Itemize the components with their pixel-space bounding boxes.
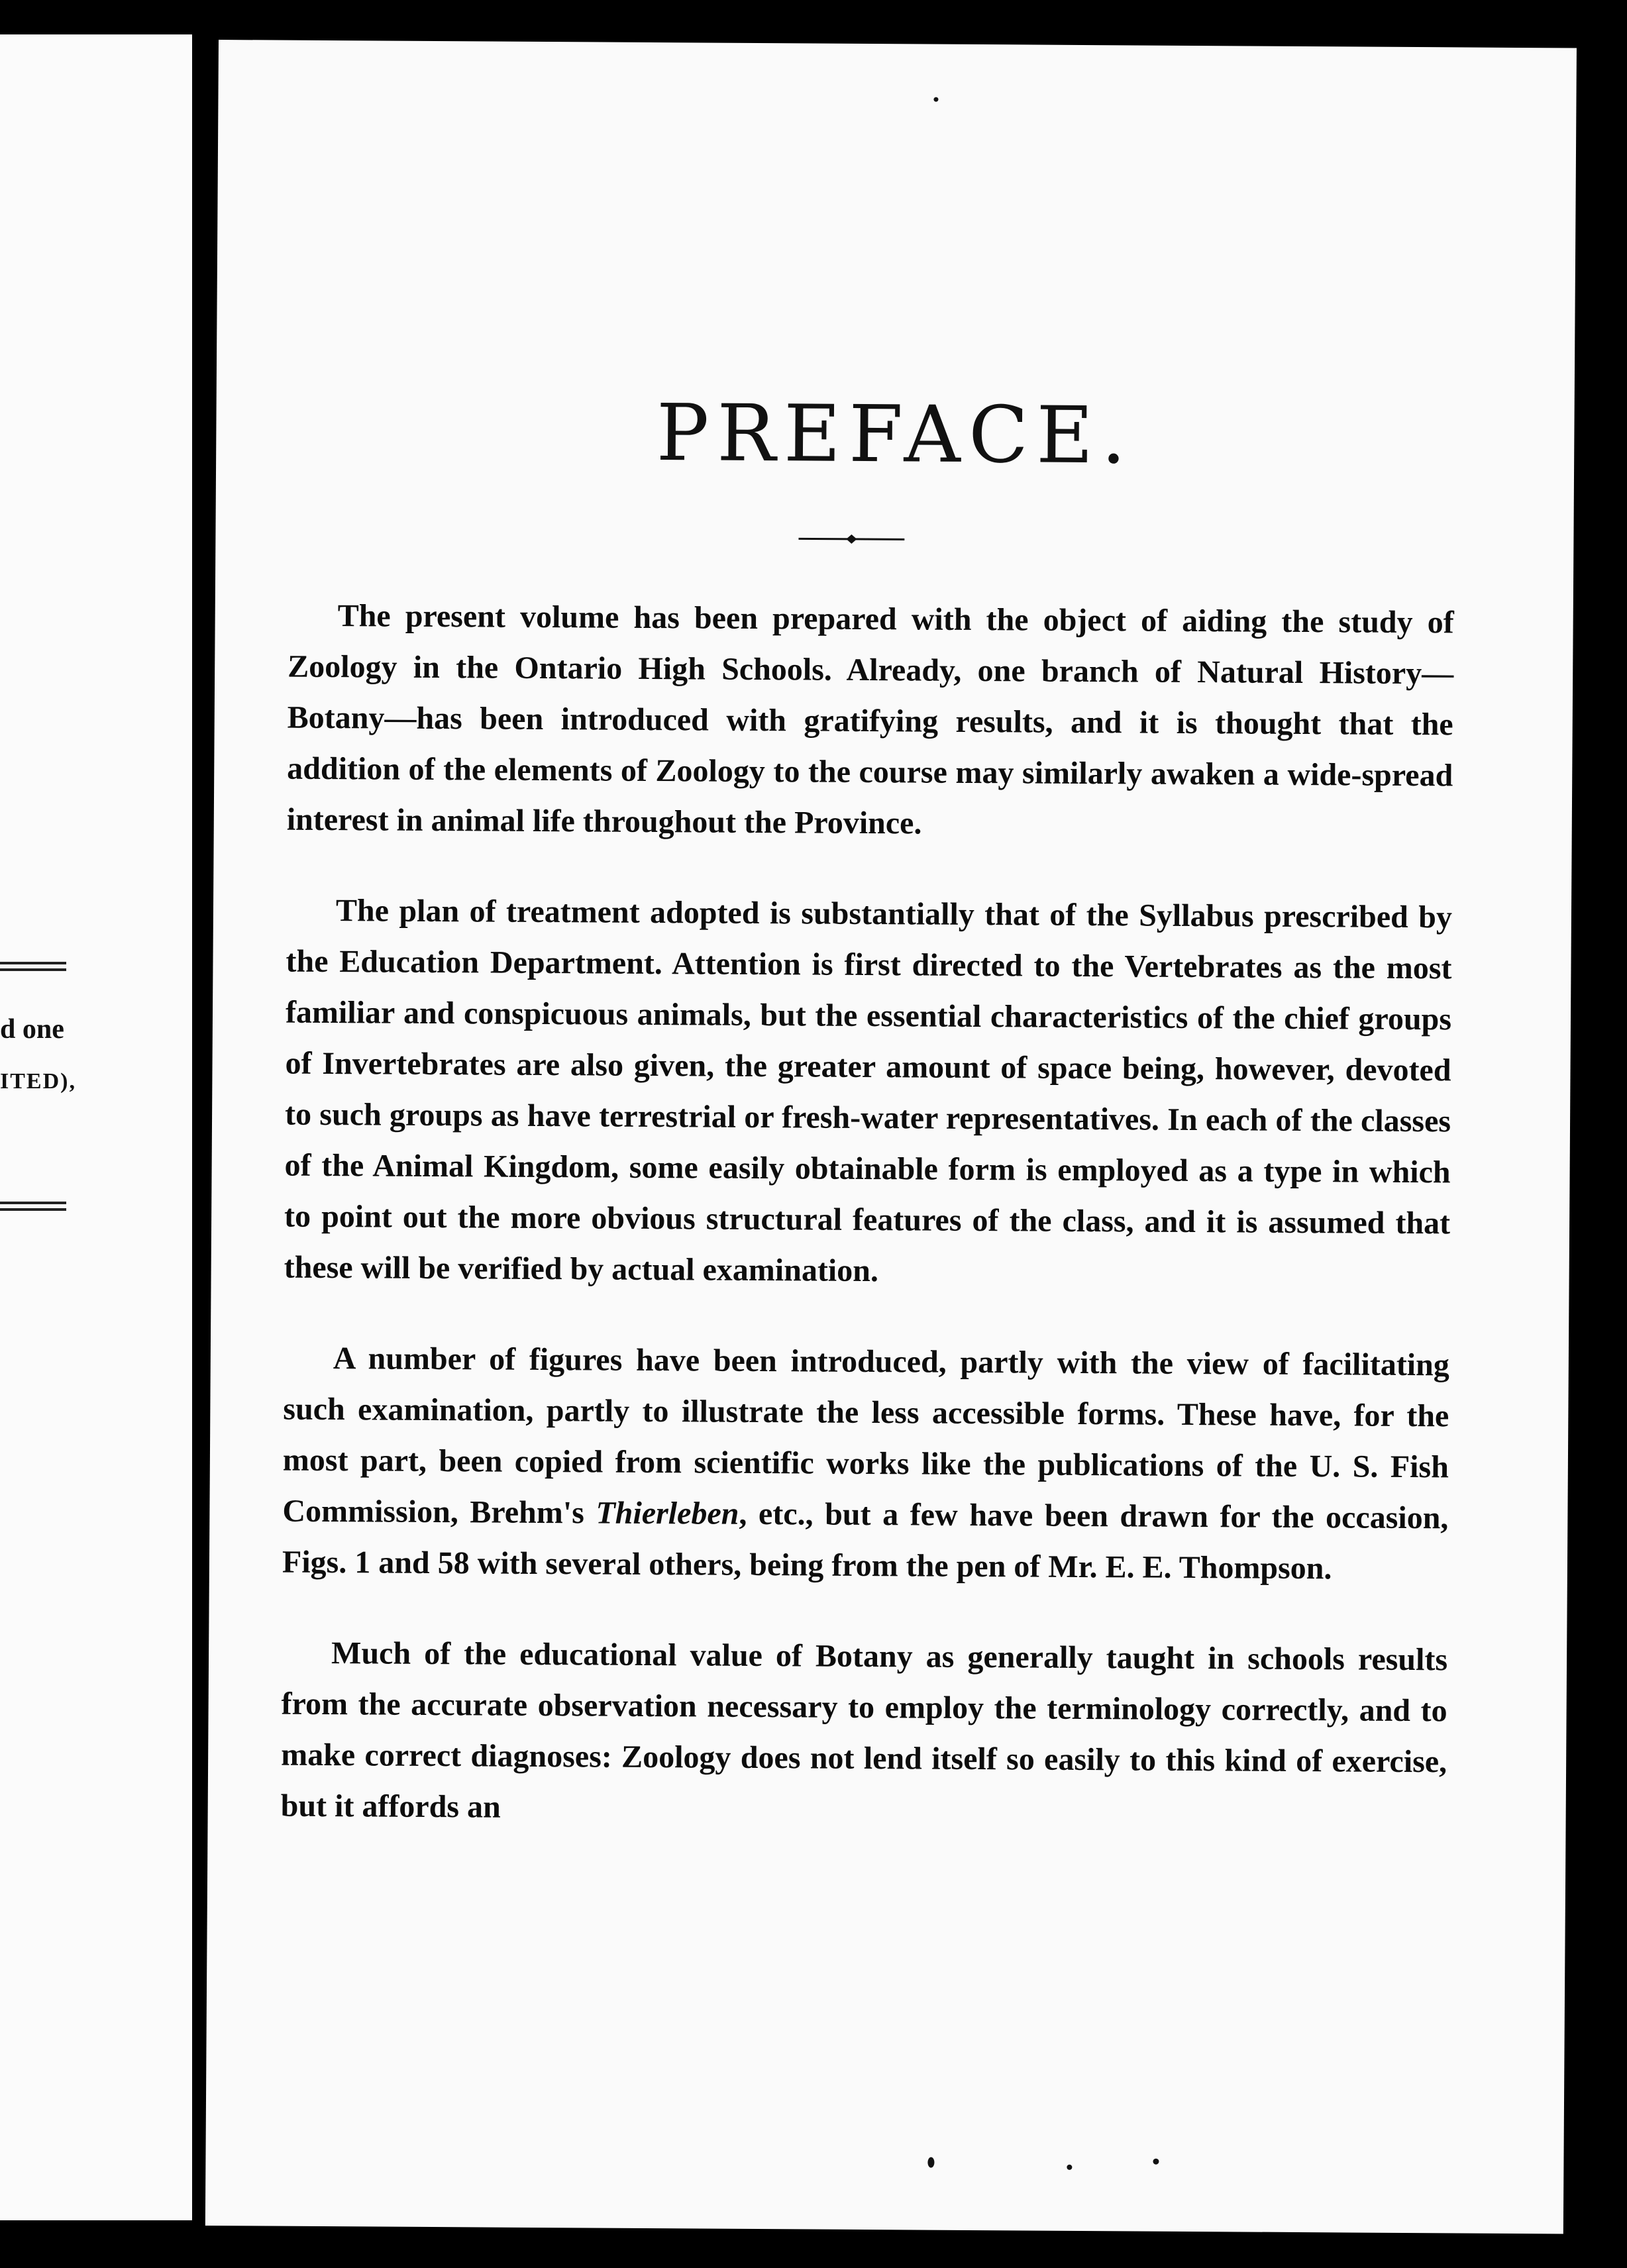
paragraph-3-text-start: A number of figures have been introduced, partly with the view of facilitating such examination, partly to illustrate the less accessible forms. These have, for the most part, been copied from scientific works like the publications of the U. S. Fish Commission, Brehm's <box>282 1341 1449 1531</box>
paragraph-1: The present volume has been prepared with the object of aiding the study of Zoology in the Ontario High Schools. Already, one branch of Natural History—Botany—has been introduced with gratifying results, and it is thought that the addition of the elements of Zoology to the course may similarly awaken a wide-spread interest in animal life throughout the Province. <box>286 598 1454 841</box>
facing-page-edge <box>0 34 192 2220</box>
ink-speck <box>1067 2165 1072 2170</box>
paragraph-3 <box>282 1333 1449 1595</box>
ink-speck <box>927 2157 934 2168</box>
page-title: PREFACE. <box>656 387 1135 482</box>
paragraph-3-italic-title: Thierleben <box>596 1495 739 1531</box>
facing-page-fragment-2: ITED), <box>0 1069 76 1094</box>
paragraph-3-text-end: , etc., but a few have been drawn for the occasion, Figs. 1 and 58 with several others, being from the pen of Mr. E. E. Thompson. <box>282 1496 1449 1586</box>
facing-page-fragment-1: d one <box>0 1014 64 1045</box>
double-rule-top <box>0 962 66 975</box>
preface-body <box>280 590 1454 1879</box>
paragraph-4: Much of the educational value of Botany as generally taught in schools results from the accurate observation necessary to employ the terminology correctly, and to make correct diagnoses: Zoology does not lend itself so easily to this kind of exercise, but it affords an <box>280 1635 1448 1825</box>
double-rule-bottom <box>0 1202 66 1215</box>
paragraph-2: The plan of treatment adopted is substantially that of the Syllabus prescribed by the Education Department. Attention is first directed to the Vertebrates as the most familiar and conspicuous animals, but the essential characteristics of the chief groups of Invertebrates are also given, the greater amount of space being, however, devoted to such groups as have terrestrial or fresh-water representatives. In each of the classes of the Animal Kingdom, some easily obtainable form is employed as a type in which to point out the more obvious structural features of the class, and it is assumed that these will be verified by actual examination. <box>284 893 1453 1289</box>
ink-speck <box>933 97 938 102</box>
book-page <box>205 40 1577 2234</box>
ink-speck <box>1153 2159 1159 2165</box>
title-ornament <box>798 532 904 546</box>
